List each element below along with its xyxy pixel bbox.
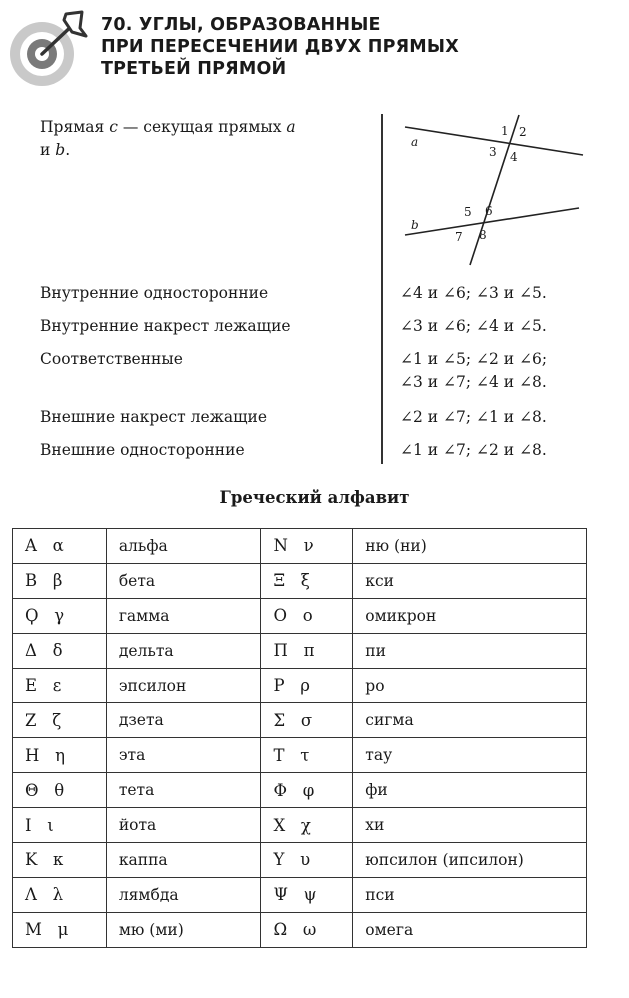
letter-cell: Θ θ xyxy=(13,773,107,808)
name-cell: юпсилон (ипсилон) xyxy=(353,843,587,878)
pair-name: Внутренние односторонние xyxy=(40,284,269,302)
name-cell: омикрон xyxy=(353,598,587,633)
pair-name: Внешние накрест лежащие xyxy=(40,408,268,426)
intro-text xyxy=(40,116,296,162)
name-cell: пси xyxy=(353,877,587,912)
section-title-line-1: 70. УГЛЫ, ОБРАЗОВАННЫЕ xyxy=(101,15,381,35)
greek-alphabet-table xyxy=(12,528,587,948)
letter-cell: Σ σ xyxy=(261,703,353,738)
table-row xyxy=(13,563,587,598)
name-cell: бета xyxy=(106,563,261,598)
table-row xyxy=(13,598,587,633)
table-row xyxy=(13,808,587,843)
angle-8-label: 8 xyxy=(479,228,487,242)
name-cell: ро xyxy=(353,668,587,703)
angle-6-label: 6 xyxy=(485,204,493,218)
table-row xyxy=(13,738,587,773)
line-c xyxy=(470,115,519,265)
letter-cell: Μ μ xyxy=(13,912,107,947)
name-cell: йота xyxy=(106,808,261,843)
angle-2-label: 2 xyxy=(519,125,527,139)
section-title-line-3: ТРЕТЬЕЙ ПРЯМОЙ xyxy=(101,59,287,79)
name-cell: лямбда xyxy=(106,877,261,912)
greek-alphabet-title: Греческий алфавит xyxy=(219,488,410,507)
line-c-label: c xyxy=(109,118,118,136)
name-cell: пи xyxy=(353,633,587,668)
letter-cell: Δ δ xyxy=(13,633,107,668)
section-title-line-2: ПРИ ПЕРЕСЕЧЕНИИ ДВУХ ПРЯМЫХ xyxy=(101,37,459,57)
letter-cell: Ω ω xyxy=(261,912,353,947)
intro-text-part: Прямая xyxy=(40,118,110,136)
letter-cell: Φ φ xyxy=(261,773,353,808)
name-cell: ню (ни) xyxy=(353,529,587,564)
greek-table-body xyxy=(13,529,587,948)
pair-angles: ∠1 и ∠7; ∠2 и ∠8. xyxy=(400,441,547,459)
pair-angles: ∠3 и ∠6; ∠4 и ∠5. xyxy=(400,317,547,335)
intro-line-2 xyxy=(40,139,296,162)
letter-cell: Ν ν xyxy=(261,529,353,564)
line-b-label: b xyxy=(411,218,419,232)
letter-cell: Ι ι xyxy=(13,808,107,843)
angle-4-label: 4 xyxy=(510,150,518,164)
pair-angles: ∠4 и ∠6; ∠3 и ∠5. xyxy=(400,284,547,302)
name-cell: тета xyxy=(106,773,261,808)
name-cell: мю (ми) xyxy=(106,912,261,947)
name-cell: каппа xyxy=(106,843,261,878)
letter-cell: Ξ ξ xyxy=(261,563,353,598)
letter-cell: Τ τ xyxy=(261,738,353,773)
intro-text-part: и xyxy=(40,141,56,159)
letter-cell: Η η xyxy=(13,738,107,773)
line-a-label: a xyxy=(286,118,296,136)
angle-5-label: 5 xyxy=(464,205,472,219)
section-title xyxy=(101,14,459,80)
pair-name: Внешние односторонние xyxy=(40,441,245,459)
pair-angles: ∠2 и ∠7; ∠1 и ∠8. xyxy=(400,408,547,426)
table-row xyxy=(13,877,587,912)
name-cell: дзета xyxy=(106,703,261,738)
table-row xyxy=(13,773,587,808)
letter-cell: Ϙ γ xyxy=(13,598,107,633)
pair-name: Внутренние накрест лежащие xyxy=(40,317,291,335)
table-row xyxy=(13,912,587,947)
letter-cell: Υ υ xyxy=(261,843,353,878)
letter-cell: Χ χ xyxy=(261,808,353,843)
table-row xyxy=(13,633,587,668)
transversal-diagram xyxy=(395,113,595,273)
target-arrow-icon xyxy=(6,10,90,90)
name-cell: эпсилон xyxy=(106,668,261,703)
letter-cell: Ο ο xyxy=(261,598,353,633)
letter-cell: Α α xyxy=(13,529,107,564)
name-cell: хи xyxy=(353,808,587,843)
name-cell: альфа xyxy=(106,529,261,564)
name-cell: фи xyxy=(353,773,587,808)
angle-3-label: 3 xyxy=(489,145,497,159)
letter-cell: Ρ ρ xyxy=(261,668,353,703)
pair-name: Соответственные xyxy=(40,350,183,368)
intro-text-part: . xyxy=(65,141,71,159)
name-cell: дельта xyxy=(106,633,261,668)
table-row xyxy=(13,703,587,738)
name-cell: кси xyxy=(353,563,587,598)
name-cell: гамма xyxy=(106,598,261,633)
line-b-label: b xyxy=(55,141,66,159)
pair-angles: ∠3 и ∠7; ∠4 и ∠8. xyxy=(400,373,547,391)
intro-line-1 xyxy=(40,116,296,139)
intro-text-part: — секущая прямых xyxy=(117,118,287,136)
letter-cell: Κ κ xyxy=(13,843,107,878)
letter-cell: Ε ε xyxy=(13,668,107,703)
letter-cell: Π π xyxy=(261,633,353,668)
angle-7-label: 7 xyxy=(455,230,463,244)
table-row xyxy=(13,843,587,878)
letter-cell: Ζ ζ xyxy=(13,703,107,738)
table-row xyxy=(13,668,587,703)
name-cell: эта xyxy=(106,738,261,773)
letter-cell: Β β xyxy=(13,563,107,598)
line-a-label: a xyxy=(411,135,419,149)
name-cell: тау xyxy=(353,738,587,773)
column-divider xyxy=(381,114,383,464)
name-cell: омега xyxy=(353,912,587,947)
letter-cell: Λ λ xyxy=(13,877,107,912)
table-row xyxy=(13,529,587,564)
pair-angles: ∠1 и ∠5; ∠2 и ∠6; xyxy=(400,350,548,368)
letter-cell: Ψ ψ xyxy=(261,877,353,912)
angle-1-label: 1 xyxy=(501,124,509,138)
name-cell: сигма xyxy=(353,703,587,738)
